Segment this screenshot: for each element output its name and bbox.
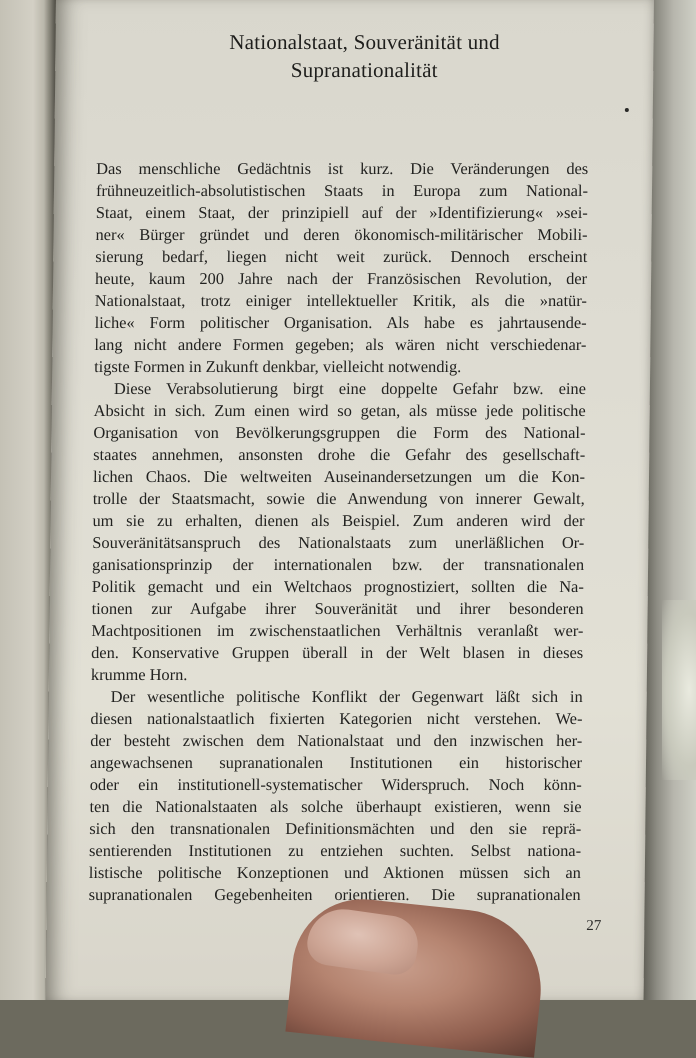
body-line: trolle der Staatsmacht, sowie die Anwendung von innerer Gewalt, [92, 489, 585, 508]
body-line: den. Konservative Gruppen überall in der Welt blasen in dieses [91, 643, 584, 662]
body-line: Das menschliche Gedächtnis ist kurz. Die Veränderungen des [96, 159, 589, 178]
body-line: Absicht in sich. Zum einen wird so getan, als müsse jede politische [93, 401, 586, 420]
body-line: ganisationsprinzip der internationalen bzw. der transnationalen [91, 555, 585, 574]
body-line: lichen Chaos. Die weltweiten Auseinandersetzungen um die Kon- [92, 467, 586, 486]
body-line: oder ein institutionell-systematischer Widerspruch. Noch könn- [89, 775, 582, 794]
body-line: lang nicht andere Formen gegeben; als wären nicht verschiedenar- [94, 335, 587, 354]
body-line: frühneuzeitlich-absolutistischen Staats in Europa zum National- [95, 181, 589, 200]
body-line: angewachsenen supranationalen Institutionen ein historischer [89, 753, 583, 772]
chapter-title-line-1: Nationalstaat, Souveränität und [229, 30, 500, 54]
body-line: heute, kaum 200 Jahre nach der Französischen Revolution, der [94, 269, 588, 288]
body-line: Organisation von Bevölkerungsgruppen die Form des National- [93, 423, 586, 442]
body-line: Staat, einem Staat, der prinzipiell auf der »Identifizierung« »sei- [95, 203, 588, 222]
body-line: Nationalstaat, trotz einiger intellektueller Kritik, als die »natür- [94, 291, 587, 310]
book-page [46, 0, 654, 1000]
body-line: Machtpositionen im zwischenstaatlichen Verhältnis veranlaßt wer- [91, 621, 584, 640]
page-number: 27 [586, 918, 602, 934]
body-line: tigste Formen in Zukunft denkbar, vielleicht notwendig. [94, 357, 462, 376]
body-line: listische politische Konzeptionen und Aktionen müssen sich an [88, 863, 581, 882]
background-light [662, 600, 696, 780]
page-speck [625, 108, 629, 112]
body-line: liche« Form politischer Organisation. Als habe es jahrtausende- [94, 313, 587, 332]
body-line: diesen nationalstaatlich fixierten Kategorien nicht verstehen. We- [90, 709, 583, 728]
body-line: Politik gemacht und ein Weltchaos prognostiziert, sollten die Na- [91, 577, 584, 596]
body-line: Der wesentliche politische Konflikt der Gegenwart läßt sich in [110, 687, 583, 706]
body-line: um sie zu erhalten, dienen als Beispiel. Zum anderen wird der [92, 511, 585, 530]
body-line: krumme Horn. [90, 665, 188, 684]
body-line: ner« Bürger gründet und deren ökonomisch-militärischer Mobili- [95, 225, 588, 244]
body-line: der besteht zwischen dem Nationalstaat und den inzwischen her- [90, 731, 583, 750]
body-line: staates annehmen, ansonsten drohe die Gefahr des gesellschaft- [93, 445, 586, 464]
body-line: ten die Nationalstaaten als solche überhaupt existieren, wenn sie [89, 797, 582, 816]
body-line: supranationalen Gegebenheiten orientieren. Die supranationalen [88, 885, 581, 904]
body-line: sich den transnationalen Definitionsmächten und den sie reprä- [89, 819, 582, 838]
body-line: Souveränitätsanspruch des Nationalstaats zum unerläßlichen Or- [92, 533, 585, 552]
body-line: tionen zur Aufgabe ihrer Souveränität und ihrer besonderen [91, 599, 584, 618]
body-line: sentierenden Institutionen zu entziehen suchten. Selbst nationa- [88, 841, 582, 860]
body-line: Diese Verabsolutierung birgt eine doppelte Gefahr bzw. eine [113, 379, 587, 398]
body-line: sierung bedarf, liegen nicht weit zurück. Dennoch erscheint [95, 247, 588, 266]
chapter-title-line-2: Supranationalität [290, 58, 438, 82]
